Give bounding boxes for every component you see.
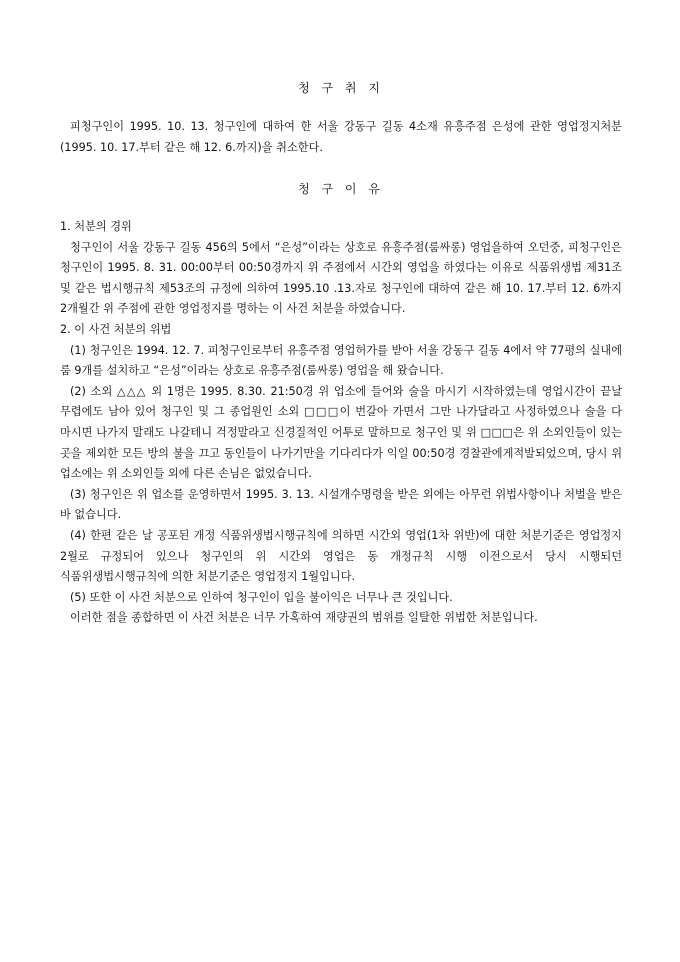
purpose-heading: 청 구 취 지 <box>298 81 384 95</box>
section-2-item-3: (3) 청구인은 위 업소를 운영하면서 1995. 3. 13. 시설개수명령을 받은 외에는 아무런 위법사항이나 처벌을 받은 바 없습니다. <box>60 487 622 522</box>
section-2-item-4: (4) 한편 같은 날 공포된 개정 식품위생법시행규칙에 의하면 시간외 영업(1차 위반)에 대한 처분기준은 영업정지 2월로 규정되어 있으나 청구인의 위 시간외 영업은 동 개정규칙 시행 이전으로서 당시 시행되던 식품위생법시행규칙에 의한 처분기준은 영업정지 1월입니다. <box>60 528 622 584</box>
purpose-paragraph: 피청구인이 1995. 10. 13. 청구인에 대하여 한 서울 강동구 길동 4소재 유흥주점 은성에 관한 영업정지처분(1995. 10. 17.부터 같은 해 12. 6.까지)을 취소한다. <box>60 120 622 154</box>
section-1-paragraph: 청구인이 서울 강동구 길동 456의 5에서 “은성”이라는 상호로 유흥주점(룸싸롱) 영업을하여 오던중, 피청구인은 청구인이 1995. 8. 31. 00:00부터 00:50경까지 위 주점에서 시간외 영업을 하였다는 이유로 식품위생법 제31조 및 같은 법시행규칙 제53조의 규정에 의하여 1995.10 .13.자로 청구인에 대하여 같은 해 10. 17.부터 12. 6까지 2개월간 위 주점에 관한 영업정지를 명하는 이 사건 처분을 하였습니다. <box>60 240 622 316</box>
section-1-title: 1. 처분의 경위 <box>60 220 132 233</box>
section-2-item-1: (1) 청구인은 1994. 12. 7. 피청구인로부터 유흥주점 영업허가를 받아 서울 강동구 길동 4에서 약 77평의 실내에 룸 9개를 설치하고 “은성”이라는 상호로 유흥주점(룸싸롱) 영업을 해 왔습니다. <box>60 343 622 378</box>
section-2-title: 2. 이 사건 처분의 위법 <box>60 322 172 336</box>
section-2-item-2: (2) 소외 △△△ 외 1명은 1995. 8.30. 21:50경 위 업소에 들어와 술을 마시기 시작하였는데 영업시간이 끝날 무렵에도 남아 있어 청구인 및 그 종업원인 소외 □□□이 번갈아 가면서 그만 나가달라고 사정하였으나 술을 다 마시면 나가지 말래도 나갈테니 걱정말라고 신경질적인 어투로 말하므로 청구인 및 위 □□□은 위 소외인들이 있는 곳을 제외한 모든 방의 불을 끄고 동인들이 나가기만을 기다리다가 익일 00:50경 경찰관에게적발되었으며, 당시 위 업소에는 위 소외인들 외에 다른 손님은 없었습니다. <box>60 384 622 481</box>
section-2-item-5: (5) 또한 이 사건 처분으로 인하여 청구인이 입을 불이익은 너무나 큰 것입니다. <box>70 590 453 604</box>
purpose-section <box>60 117 622 158</box>
reasons-heading: 청 구 이 유 <box>298 182 384 196</box>
reasons-section <box>60 217 622 629</box>
conclusion-paragraph: 이러한 점을 종합하면 이 사건 처분은 너무 가혹하여 재량권의 범위를 일탈한 위법한 처분입니다. <box>70 611 538 625</box>
